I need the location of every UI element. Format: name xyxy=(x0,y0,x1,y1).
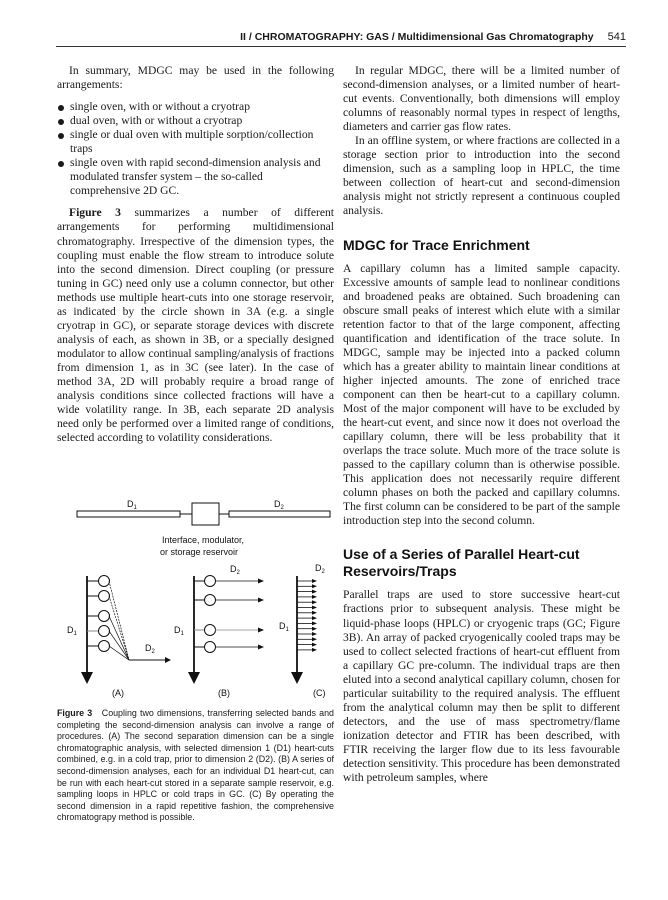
d1-column xyxy=(77,511,180,517)
figure-3-diagram xyxy=(57,496,337,701)
panel-c xyxy=(279,563,326,698)
figure-summary-paragraph xyxy=(57,206,334,445)
interface-label-2: or storage reservoir xyxy=(160,547,239,557)
paragraph: In regular MDGC, there will be a limited number of second-dimension analyses, or a limited number of heart-cut events. Conventionally, both dimensions will employ columns of reasonably normal types in respect of lengths, diameters and carrier gas flow rates. xyxy=(343,64,620,134)
paragraph: A capillary column has a limited sample capacity. Excessive amounts of sample lead to nonlinear conditions and broadened peaks are obtained. Such broadening can obscure small peaks of interest which elute with a similar retention factor to that of the large component, affecting quantification and identification of the trace solute. In MDGC, sample may be injected into a packed column which has a greater ability to maintain linear conditions at higher injected amounts. The zone of enriched trace component can then be heart-cut to a capillary column. Most of the major component will have to be excluded by the heart-cut event, and since now it does not overload the capillary column, there will be less probability that it overlaps the trace solute. Much more of the trace solute is passed to the capillary column than is otherwise possible. This application does not necessarily require different column phases on both the packed and capillary columns. The first column can be considered to be part of the sample introduction step into the second column. xyxy=(343,261,620,528)
list-item: single or dual oven with multiple sorption/collection traps xyxy=(57,128,334,156)
paragraph-text: summarizes a number of different arrangements for performing multidimensional chromatography. Irrespective of the dimension types, the coupling must enable the flow stream to introduce solute into the second dimension. Direct coupling (or pressure tuning in GC) need only use a column connector, but other methods use multiple heart-cuts into one storage reservoir, as indicated by the circle shown in 3A (e.g. a single cryotrap in GC), or separate storage devices with discrete analysis of each, as shown in 3B, or a specially designed modulator to allow continual sampling/analysis of fractions from dimension 1, as in 3C (see later). In the case of method 3A, 2D will probably require a broad range of analysis conditions since collected fractions will have a wide volatility range. In 3B, each separate 2D analysis need only be performed over a limited range of conditions, selected according to volatility considerations. xyxy=(57,206,335,445)
interface-box xyxy=(192,503,219,525)
d2-column xyxy=(229,511,330,517)
list-item: dual oven, with or without a cryotrap xyxy=(57,114,334,128)
panel-a-label: (A) xyxy=(112,688,124,698)
panel-b xyxy=(174,564,264,698)
svg-text:D1: $D_1$ xyxy=(67,625,77,637)
caption-label: Figure 3 xyxy=(57,708,93,718)
caption-text: Coupling two dimensions, transferring selected bands and completing the second-dimension analysis can involve a range of procedures. (A) The second separation dimension can be a single chromatographic analysis, with selected dimension 1 (D1) heart-cuts combined, e.g. in a cold trap, prior to dimension 2 (D2). (B) A series of second-dimension analyses, each for an individual D1 heart-cut, can be run with each heart-cut stored in a separate sample reservoir, e.g. sampling loops in HPLC or cold traps in GC. (C) By operating the second dimension in a rapid repetitive fashion, the comprehensive chromatograpy method is possible. xyxy=(57,708,334,823)
svg-text:D1: $D_1$ xyxy=(127,499,137,511)
figure-caption xyxy=(57,708,334,824)
arrangements-list xyxy=(57,100,334,198)
intro-paragraph: In summary, MDGC may be used in the following arrangements: xyxy=(57,64,334,92)
svg-text:D2: $D_2$ xyxy=(145,643,155,655)
list-item: single oven with rapid second-dimension analysis and modulated transfer system – the so-called comprehensive 2D GC. xyxy=(57,156,334,198)
svg-text:D2: $D_2$ xyxy=(315,563,325,575)
figure-reference: Figure 3 xyxy=(69,206,121,220)
coupling-diagram xyxy=(57,496,337,701)
right-column xyxy=(343,64,620,785)
interface-label-1: Interface, modulator, xyxy=(162,535,245,545)
running-header xyxy=(56,28,626,47)
paragraph: Parallel traps are used to store successive heart-cut fractions prior to subsequent analysis. These might be liquid-phase loops (HPLC) or cryogenic traps (GC; Figure 3B). An array of packed cryogenically cooled traps may be used to collect selected fractions of heart-cut effluent from a capillary GC pre-column. The individual traps are then eluted into a second analytical capillary column, chosen for particular suitability to the required analysis. The effluent from the analytical column may then be split to different detectors, and the use of mass spectrometry/flame ionization detector and FTIR has been described, with FTIR receiving the larger flow due to its less favourable detection sensitivity. This procedure has been demonstrated with petroleum samples, where xyxy=(343,588,620,785)
svg-text:D2: $D_2$ xyxy=(274,499,284,511)
paragraph: In an offline system, or where fractions are collected in a storage section prior to introduction into the second dimension, such as a sampling loop in HPLC, the time between collection of heart-cut and second-dimension analysis might not strictly represent a continuous coupled analysis. xyxy=(343,134,620,218)
running-title: II / CHROMATOGRAPHY: GAS / Multidimensional Gas Chromatography xyxy=(240,31,594,43)
panel-c-label: (C) xyxy=(313,688,326,698)
svg-text:D1: $D_1$ xyxy=(174,625,184,637)
svg-text:D1: $D_1$ xyxy=(279,621,289,633)
panel-a xyxy=(67,576,171,699)
left-column xyxy=(57,64,334,445)
panel-b-label: (B) xyxy=(218,688,230,698)
section-heading-trace-enrichment: MDGC for Trace Enrichment xyxy=(343,236,530,253)
section-heading-parallel-traps: Use of a Series of Parallel Heart-cut Reservoirs/Traps xyxy=(343,546,580,580)
svg-text:D2: $D_2$ xyxy=(230,564,240,576)
list-item: single oven, with or without a cryotrap xyxy=(57,100,334,114)
page-number: 541 xyxy=(607,31,626,43)
